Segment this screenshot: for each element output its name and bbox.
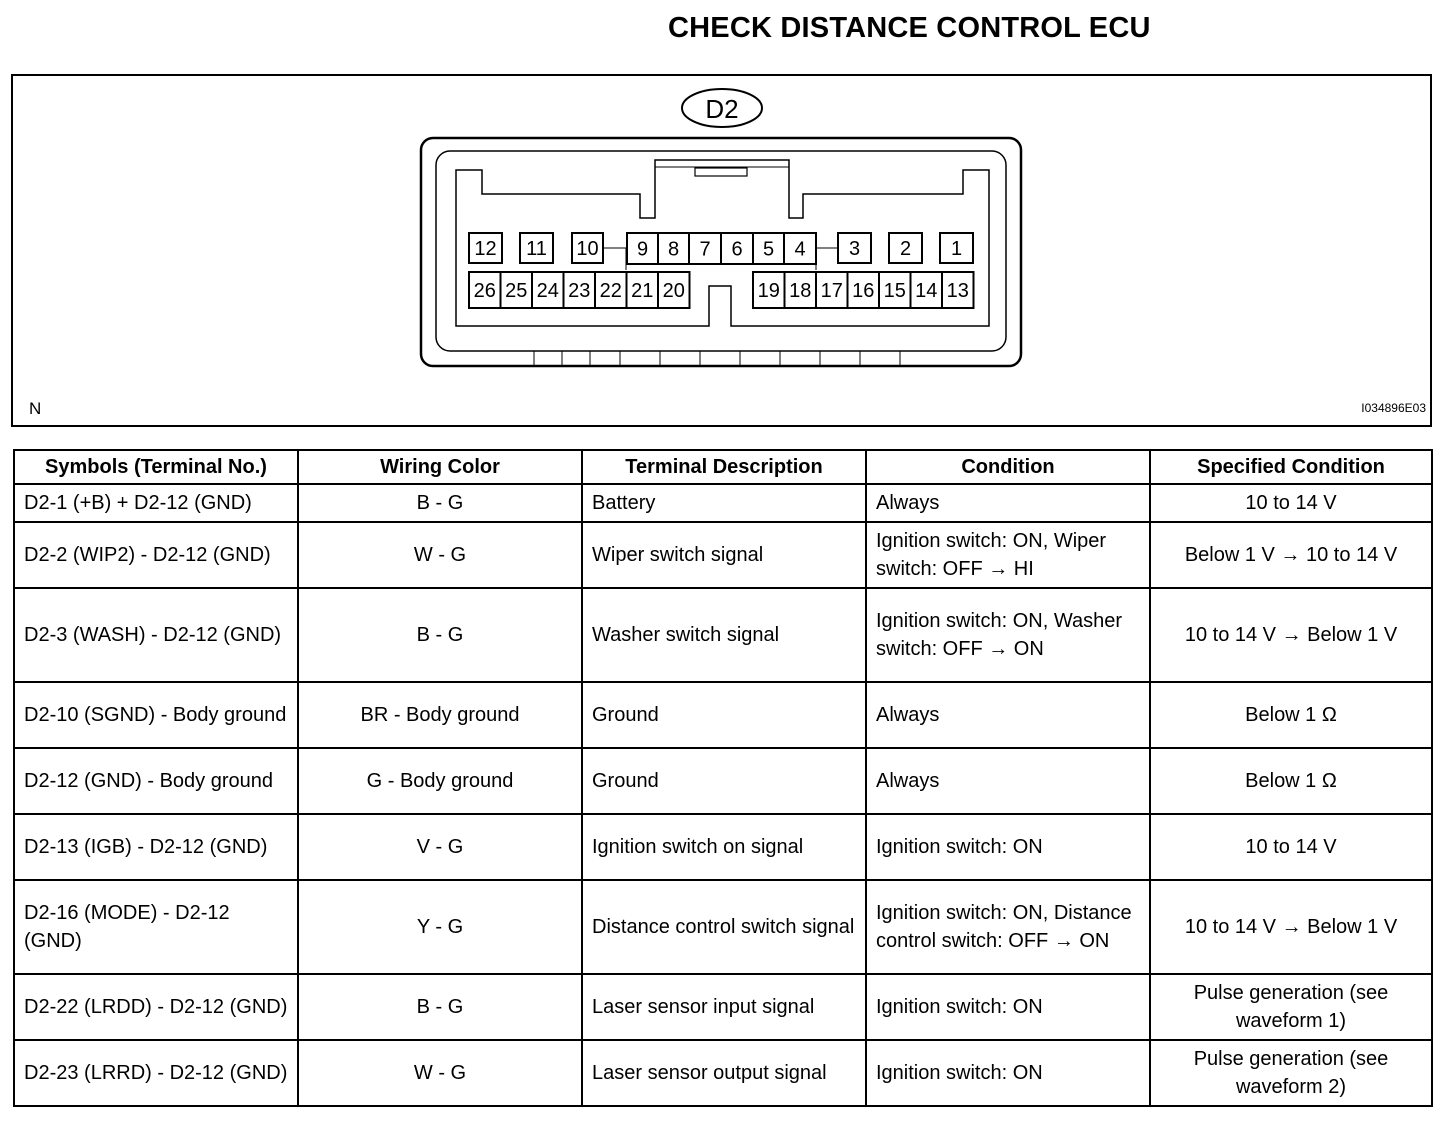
cell-description: Wiper switch signal — [582, 522, 866, 588]
cell-condition: Ignition switch: ON, Distance control switch: OFF → ON — [866, 880, 1150, 974]
cell-description: Washer switch signal — [582, 588, 866, 682]
terminal-number: 22 — [599, 280, 622, 302]
cell-symbols: D2-3 (WASH) - D2-12 (GND) — [14, 588, 298, 682]
terminal-number: 15 — [883, 280, 906, 302]
table-row — [14, 522, 1432, 588]
connector-pins — [469, 233, 974, 308]
terminal-number: 19 — [757, 280, 780, 302]
cell-description: Distance control switch signal — [582, 880, 866, 974]
terminal-number: 17 — [820, 280, 843, 302]
terminal-number: 18 — [789, 280, 812, 302]
cell-description: Ground — [582, 682, 866, 748]
cell-description: Laser sensor input signal — [582, 974, 866, 1040]
page-title: CHECK DISTANCE CONTROL ECU — [668, 12, 1151, 44]
cell-specified: 10 to 14 V — [1150, 484, 1432, 522]
cell-condition: Ignition switch: ON — [866, 814, 1150, 880]
table-row — [14, 974, 1432, 1040]
terminal-number: 20 — [662, 280, 685, 302]
table-row — [14, 814, 1432, 880]
cell-description: Ignition switch on signal — [582, 814, 866, 880]
terminal-number: 9 — [636, 238, 649, 261]
cell-specified: Below 1 Ω — [1150, 682, 1432, 748]
cell-condition: Always — [866, 484, 1150, 522]
cell-symbols: D2-16 (MODE) - D2-12 (GND) — [14, 880, 298, 974]
cell-wiring: G - Body ground — [298, 748, 582, 814]
cell-wiring: Y - G — [298, 880, 582, 974]
connector-label: D2 — [705, 94, 739, 124]
cell-specified: 10 to 14 V — [1150, 814, 1432, 880]
table-row — [14, 588, 1432, 682]
terminal-number: 16 — [852, 280, 875, 302]
cell-description: Ground — [582, 748, 866, 814]
reference-code: I034896E03 — [1361, 401, 1426, 415]
terminal-number: 4 — [794, 238, 806, 261]
terminal-number: 6 — [731, 238, 743, 261]
cell-description: Laser sensor output signal — [582, 1040, 866, 1106]
cell-symbols: D2-22 (LRDD) - D2-12 (GND) — [14, 974, 298, 1040]
terminal-number: 21 — [631, 280, 654, 302]
table-row — [14, 484, 1432, 522]
terminal-spec-table — [13, 449, 1433, 1107]
table-row — [14, 1040, 1432, 1106]
cell-symbols: D2-10 (SGND) - Body ground — [14, 682, 298, 748]
terminal-number: 24 — [536, 280, 559, 302]
terminal-number: 25 — [505, 280, 528, 302]
terminal-number: 26 — [473, 280, 496, 302]
connector-diagram — [0, 0, 1456, 440]
cell-wiring: BR - Body ground — [298, 682, 582, 748]
header-wiring-color: Wiring Color — [298, 450, 582, 484]
cell-condition: Ignition switch: ON, Wiper switch: OFF → HI — [866, 522, 1150, 588]
terminal-number: 3 — [848, 238, 861, 260]
terminal-number: 14 — [915, 280, 938, 302]
corner-label: N — [29, 399, 42, 418]
connector-lock-tab — [695, 168, 747, 176]
terminal-number: 13 — [946, 280, 969, 302]
cell-condition: Always — [866, 748, 1150, 814]
terminal-number: 2 — [899, 238, 912, 260]
cell-specified: Below 1 Ω — [1150, 748, 1432, 814]
cell-specified: Below 1 V → 10 to 14 V — [1150, 522, 1432, 588]
header-symbols: Symbols (Terminal No.) — [14, 450, 298, 484]
header-condition: Condition — [866, 450, 1150, 484]
cell-symbols: D2-12 (GND) - Body ground — [14, 748, 298, 814]
terminal-number: 1 — [950, 238, 963, 260]
cell-symbols: D2-2 (WIP2) - D2-12 (GND) — [14, 522, 298, 588]
header-specified-condition: Specified Condition — [1150, 450, 1432, 484]
cell-specified: Pulse generation (see waveform 2) — [1150, 1040, 1432, 1106]
cell-symbols: D2-13 (IGB) - D2-12 (GND) — [14, 814, 298, 880]
terminal-number: 12 — [474, 238, 497, 260]
cell-specified: 10 to 14 V → Below 1 V — [1150, 880, 1432, 974]
terminal-number: 7 — [699, 238, 711, 261]
header-terminal-description: Terminal Description — [582, 450, 866, 484]
housing-ridge-ticks — [534, 351, 900, 366]
terminal-number: 10 — [576, 238, 599, 260]
cell-symbols: D2-23 (LRRD) - D2-12 (GND) — [14, 1040, 298, 1106]
cell-description: Battery — [582, 484, 866, 522]
cell-wiring: B - G — [298, 974, 582, 1040]
terminal-number: 23 — [568, 280, 591, 302]
table-row — [14, 682, 1432, 748]
cell-wiring: V - G — [298, 814, 582, 880]
cell-wiring: W - G — [298, 522, 582, 588]
cell-wiring: B - G — [298, 484, 582, 522]
cell-condition: Ignition switch: ON — [866, 974, 1150, 1040]
cell-wiring: W - G — [298, 1040, 582, 1106]
table-row — [14, 880, 1432, 974]
table-row — [14, 748, 1432, 814]
cell-condition: Always — [866, 682, 1150, 748]
table-header-row — [14, 450, 1432, 484]
terminal-number: 11 — [526, 238, 547, 260]
cell-specified: Pulse generation (see waveform 1) — [1150, 974, 1432, 1040]
cell-wiring: B - G — [298, 588, 582, 682]
terminal-number: 5 — [762, 238, 775, 261]
cell-condition: Ignition switch: ON, Washer switch: OFF → ON — [866, 588, 1150, 682]
cell-specified: 10 to 14 V → Below 1 V — [1150, 588, 1432, 682]
terminal-number: 8 — [667, 238, 680, 261]
cell-condition: Ignition switch: ON — [866, 1040, 1150, 1106]
cell-symbols: D2-1 (+B) + D2-12 (GND) — [14, 484, 298, 522]
